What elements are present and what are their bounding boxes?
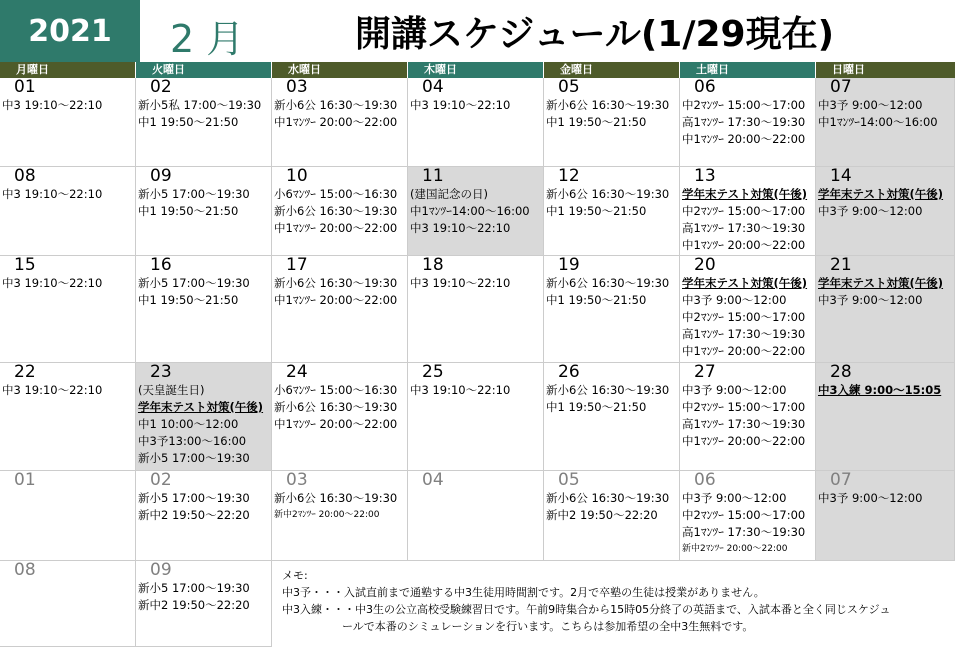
schedule-entry: 新中2ﾏﾝﾂｰ 20:00〜22:00	[682, 544, 788, 554]
schedule-entry: 小6ﾏﾝﾂｰ 15:00〜16:30	[274, 383, 398, 397]
schedule-entry: 新小6公 16:30〜19:30	[274, 276, 398, 290]
schedule-entry: 学年末テスト対策(午後)	[682, 276, 808, 290]
schedule-entry: 中1ﾏﾝﾂｰ 20:00〜22:00	[274, 417, 398, 431]
schedule-entry: 中1 19:50〜21:50	[546, 400, 647, 414]
weekday-sat: 土曜日	[680, 62, 816, 78]
schedule-entry: 新中2 19:50〜22:20	[546, 508, 658, 522]
schedule-entry: 中3 19:10〜22:10	[410, 276, 511, 290]
schedule-entry: 中1ﾏﾝﾂｰ14:00〜16:00	[818, 115, 938, 129]
schedule-entry: (建国記念の日)	[410, 187, 488, 201]
week-row	[0, 78, 955, 167]
day-cell	[0, 363, 136, 471]
day-number: 26	[558, 363, 580, 382]
day-cell	[136, 471, 272, 561]
day-cell	[816, 256, 955, 363]
schedule-entry: 中1ﾏﾝﾂｰ 20:00〜22:00	[274, 293, 398, 307]
day-number: 07	[830, 471, 852, 490]
schedule-entry: 中3予 9:00〜12:00	[818, 491, 923, 505]
schedule-entry: 中3 19:10〜22:10	[2, 98, 103, 112]
schedule-entry: 中3予 9:00〜12:00	[682, 491, 787, 505]
day-cell	[544, 363, 680, 471]
day-cell	[408, 78, 544, 167]
schedule-entry: 学年末テスト対策(午後)	[682, 187, 808, 201]
day-cell	[544, 78, 680, 167]
schedule-entry: 新中2 19:50〜22:20	[138, 598, 250, 612]
schedule-entry: 新小5 17:00〜19:30	[138, 491, 250, 505]
day-cell	[272, 256, 408, 363]
week-row	[0, 256, 955, 363]
day-cell	[544, 471, 680, 561]
day-cell	[272, 363, 408, 471]
schedule-entry: 中3予 9:00〜12:00	[818, 293, 923, 307]
page-title: 開講スケジュール(1/29現在)	[355, 14, 835, 55]
schedule-entry: 中1ﾏﾝﾂｰ 20:00〜22:00	[682, 344, 806, 358]
day-cell	[0, 256, 136, 363]
schedule-entry: (天皇誕生日)	[138, 383, 205, 397]
memo-label: メモ:	[282, 569, 308, 582]
memo-box	[282, 567, 952, 635]
schedule-entry: 中3 19:10〜22:10	[2, 187, 103, 201]
day-number: 02	[150, 78, 172, 97]
schedule-entry: 中1ﾏﾝﾂｰ 20:00〜22:00	[682, 238, 806, 252]
day-cell	[272, 78, 408, 167]
day-cell	[680, 471, 816, 561]
day-cell	[408, 363, 544, 471]
weekday-wed: 水曜日	[272, 62, 408, 78]
schedule-entry: 新小5 17:00〜19:30	[138, 581, 250, 595]
weekday-thu: 木曜日	[408, 62, 544, 78]
schedule-entry: 新中2ﾏﾝﾂｰ 20:00〜22:00	[274, 510, 380, 520]
day-cell	[0, 78, 136, 167]
day-cell	[816, 363, 955, 471]
schedule-entry: 中3 19:10〜22:10	[410, 98, 511, 112]
memo-line: 中3予・・・入試直前まで通塾する中3生徒用時間割です。2月で卒塾の生徒は授業がありません。	[282, 586, 765, 599]
day-number: 10	[286, 167, 308, 186]
schedule-entry: 高1ﾏﾝﾂｰ 17:30〜19:30	[682, 327, 806, 341]
year-label: 2021	[0, 0, 140, 62]
day-cell	[0, 561, 136, 647]
schedule-entry: 新小5私 17:00〜19:30	[138, 98, 262, 112]
schedule-entry: 中3 19:10〜22:10	[410, 221, 511, 235]
day-number: 25	[422, 363, 444, 382]
day-number: 05	[558, 471, 580, 490]
day-number: 09	[150, 561, 172, 580]
day-cell	[136, 167, 272, 256]
schedule-entry: 新小5 17:00〜19:30	[138, 276, 250, 290]
schedule-entry: 高1ﾏﾝﾂｰ 17:30〜19:30	[682, 417, 806, 431]
day-number: 09	[150, 167, 172, 186]
schedule-entry: 新小6公 16:30〜19:30	[274, 491, 398, 505]
weekday-mon: 月曜日	[0, 62, 136, 78]
day-number: 18	[422, 256, 444, 275]
schedule-entry: 中1ﾏﾝﾂｰ 20:00〜22:00	[274, 115, 398, 129]
weekday-tue: 火曜日	[136, 62, 272, 78]
schedule-entry: 新小6公 16:30〜19:30	[546, 491, 670, 505]
day-cell	[816, 471, 955, 561]
day-cell	[272, 167, 408, 256]
schedule-entry: 中1ﾏﾝﾂｰ 20:00〜22:00	[682, 434, 806, 448]
month-label: 2 月	[170, 17, 245, 61]
day-number: 03	[286, 78, 308, 97]
day-cell	[272, 471, 408, 561]
day-number: 02	[150, 471, 172, 490]
schedule-entry: 中2ﾏﾝﾂｰ 15:00〜17:00	[682, 98, 806, 112]
day-number: 11	[422, 167, 444, 186]
schedule-entry: 中1 10:00〜12:00	[138, 417, 239, 431]
day-number: 23	[150, 363, 172, 382]
day-cell	[408, 167, 544, 256]
day-number: 21	[830, 256, 852, 275]
day-cell	[408, 256, 544, 363]
schedule-entry: 新小6公 16:30〜19:30	[274, 400, 398, 414]
day-number: 06	[694, 471, 716, 490]
day-number: 19	[558, 256, 580, 275]
schedule-entry: 中2ﾏﾝﾂｰ 15:00〜17:00	[682, 310, 806, 324]
schedule-entry: 中3 19:10〜22:10	[2, 276, 103, 290]
weekday-sun: 日曜日	[816, 62, 955, 78]
day-cell	[680, 363, 816, 471]
schedule-entry: 高1ﾏﾝﾂｰ 17:30〜19:30	[682, 525, 806, 539]
schedule-entry: 中1 19:50〜21:50	[138, 293, 239, 307]
schedule-entry: 中1 19:50〜21:50	[138, 204, 239, 218]
day-number: 14	[830, 167, 852, 186]
schedule-entry: 新小6公 16:30〜19:30	[546, 276, 670, 290]
schedule-entry: 新小6公 16:30〜19:30	[274, 98, 398, 112]
schedule-entry: 中3入練 9:00〜15:05	[818, 383, 942, 397]
day-cell	[0, 167, 136, 256]
day-number: 28	[830, 363, 852, 382]
memo-line: ールで本番のシミュレーションを行います。こちらは参加希望の全中3生無料です。	[342, 620, 754, 633]
day-cell	[544, 256, 680, 363]
schedule-entry: 中2ﾏﾝﾂｰ 15:00〜17:00	[682, 204, 806, 218]
day-cell	[136, 363, 272, 471]
week-row	[0, 363, 955, 471]
day-cell	[136, 256, 272, 363]
day-number: 15	[14, 256, 36, 275]
week-row	[0, 471, 955, 561]
schedule-entry: 学年末テスト対策(午後)	[138, 400, 264, 414]
memo-line: 中3入練・・・中3生の公立高校受験練習日です。午前9時集合から15時05分終了の英語まで、入試本番と全く同じスケジュ	[282, 603, 891, 616]
day-number: 16	[150, 256, 172, 275]
day-cell	[408, 471, 544, 561]
schedule-entry: 学年末テスト対策(午後)	[818, 276, 944, 290]
day-number: 27	[694, 363, 716, 382]
schedule-entry: 中3予 9:00〜12:00	[682, 383, 787, 397]
schedule-entry: 高1ﾏﾝﾂｰ 17:30〜19:30	[682, 115, 806, 129]
schedule-entry: 新小6公 16:30〜19:30	[546, 98, 670, 112]
day-cell	[680, 256, 816, 363]
schedule-entry: 新中2 19:50〜22:20	[138, 508, 250, 522]
day-number: 01	[14, 471, 36, 490]
day-number: 05	[558, 78, 580, 97]
schedule-entry: 新小6公 16:30〜19:30	[274, 204, 398, 218]
schedule-entry: 中3予13:00〜16:00	[138, 434, 247, 448]
day-number: 22	[14, 363, 36, 382]
week-row	[0, 167, 955, 256]
day-cell	[544, 167, 680, 256]
schedule-entry: 小6ﾏﾝﾂｰ 15:00〜16:30	[274, 187, 398, 201]
day-cell	[136, 78, 272, 167]
schedule-entry: 中1ﾏﾝﾂｰ 20:00〜22:00	[682, 132, 806, 146]
schedule-entry: 中1 19:50〜21:50	[546, 293, 647, 307]
day-number: 07	[830, 78, 852, 97]
day-cell	[136, 561, 272, 647]
day-number: 13	[694, 167, 716, 186]
schedule-entry: 中3予 9:00〜12:00	[818, 98, 923, 112]
day-number: 12	[558, 167, 580, 186]
schedule-entry: 中1ﾏﾝﾂｰ14:00〜16:00	[410, 204, 530, 218]
day-number: 03	[286, 471, 308, 490]
day-number: 04	[422, 78, 444, 97]
schedule-entry: 新小5 17:00〜19:30	[138, 451, 250, 465]
day-number: 17	[286, 256, 308, 275]
day-number: 04	[422, 471, 444, 490]
schedule-entry: 新小6公 16:30〜19:30	[546, 187, 670, 201]
schedule-entry: 中2ﾏﾝﾂｰ 15:00〜17:00	[682, 508, 806, 522]
schedule-entry: 中2ﾏﾝﾂｰ 15:00〜17:00	[682, 400, 806, 414]
day-cell	[680, 167, 816, 256]
schedule-entry: 中3 19:10〜22:10	[2, 383, 103, 397]
day-cell	[816, 78, 955, 167]
schedule-entry: 中1 19:50〜21:50	[546, 115, 647, 129]
day-cell	[0, 471, 136, 561]
schedule-entry: 中3予 9:00〜12:00	[682, 293, 787, 307]
schedule-entry: 中3 19:10〜22:10	[410, 383, 511, 397]
schedule-entry: 学年末テスト対策(午後)	[818, 187, 944, 201]
day-cell	[680, 78, 816, 167]
schedule-entry: 新小5 17:00〜19:30	[138, 187, 250, 201]
day-cell	[816, 167, 955, 256]
day-number: 08	[14, 167, 36, 186]
schedule-entry: 中1ﾏﾝﾂｰ 20:00〜22:00	[274, 221, 398, 235]
schedule-entry: 中1 19:50〜21:50	[138, 115, 239, 129]
day-number: 01	[14, 78, 36, 97]
weekday-header	[0, 62, 955, 78]
day-number: 20	[694, 256, 716, 275]
weekday-fri: 金曜日	[544, 62, 680, 78]
schedule-entry: 高1ﾏﾝﾂｰ 17:30〜19:30	[682, 221, 806, 235]
schedule-entry: 中3予 9:00〜12:00	[818, 204, 923, 218]
day-number: 24	[286, 363, 308, 382]
schedule-entry: 新小6公 16:30〜19:30	[546, 383, 670, 397]
day-number: 08	[14, 561, 36, 580]
day-number: 06	[694, 78, 716, 97]
schedule-entry: 中1 19:50〜21:50	[546, 204, 647, 218]
